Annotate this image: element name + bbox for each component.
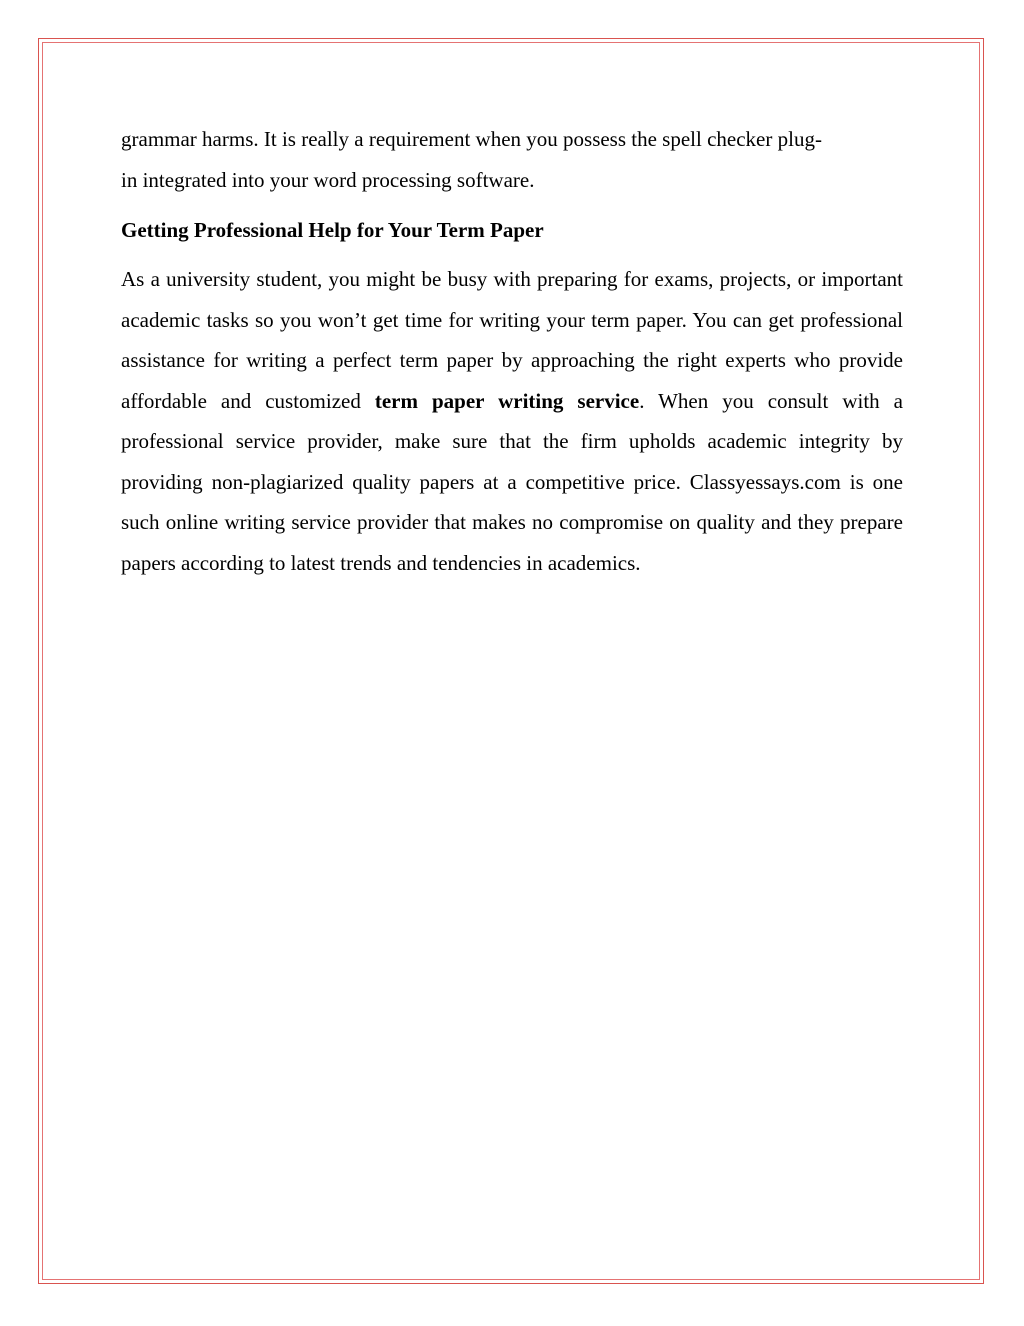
- continuation-line-1: grammar harms. It is really a requirement when you possess the spell checker plug-: [121, 127, 822, 151]
- section-paragraph: [121, 259, 903, 583]
- bold-phrase: term paper writing service: [374, 388, 640, 413]
- section-heading: Getting Professional Help for Your Term Paper: [121, 218, 544, 242]
- continuation-line-2: in integrated into your word processing software.: [121, 167, 535, 192]
- document-body: [121, 119, 903, 583]
- paragraph-text-after-bold: . When you consult with a professional service provider, make sure that the firm upholds academic integrity by providing non-plagiarized quality papers at a competitive price. Classyessays.com is one such online writing service provider that makes no compromise on quality and they prepare papers according to latest trends and tendencies in academics.: [121, 388, 903, 575]
- continuation-paragraph: [121, 119, 903, 200]
- paragraph-text-before-bold: As a university student, you might be busy with preparing for exams, projects, or important academic tasks so you won’t get time for writing your term paper. You can get professional assistance for writing a perfect term paper by approaching the right experts who provide affordable and customized: [121, 267, 903, 413]
